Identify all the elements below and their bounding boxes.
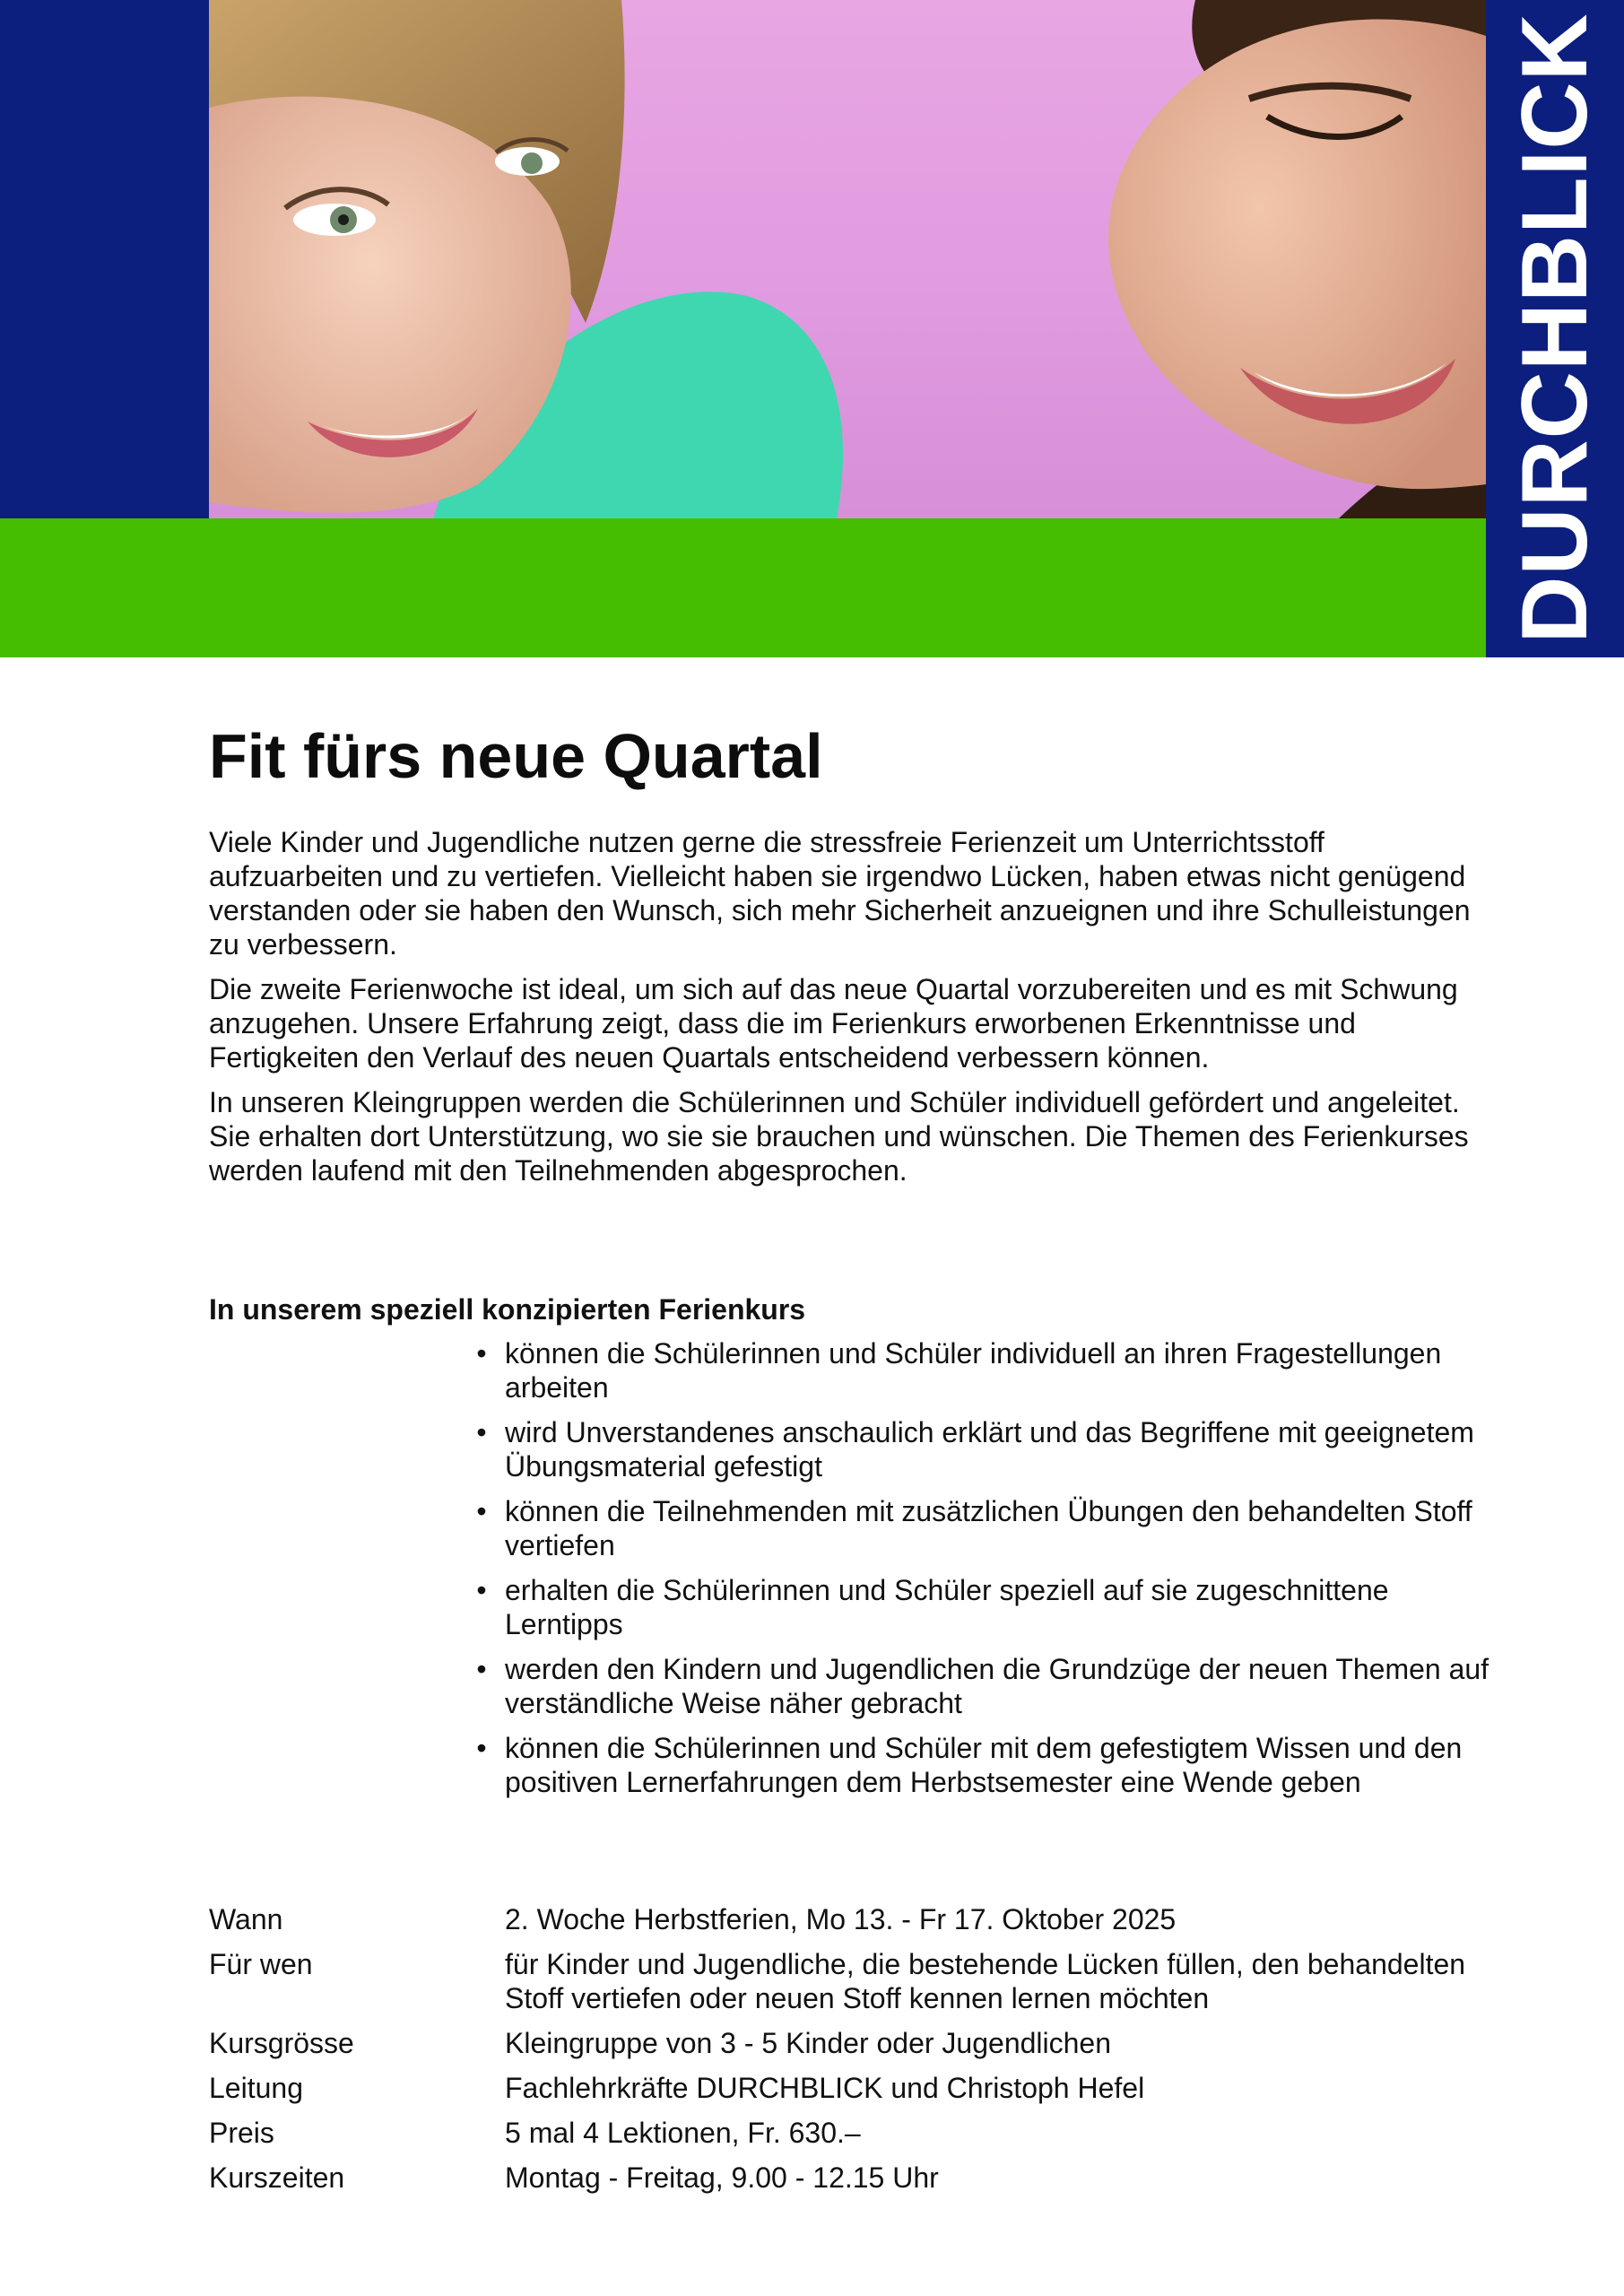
detail-value: Montag - Freitag, 9.00 - 12.15 Uhr bbox=[505, 2161, 939, 2194]
list-item-text: werden den Kindern und Jugendlichen die Grundzüge der neuen Themen auf verständliche Weise näher gebracht bbox=[505, 1653, 1489, 1719]
detail-value: für Kinder und Jugendliche, die bestehende Lücken füllen, den behandelten Stoff vertiefen oder neuen Stoff kennen lernen möchten bbox=[505, 1948, 1466, 2014]
list-item bbox=[476, 1573, 1491, 1641]
detail-row-wann bbox=[209, 1902, 1491, 1936]
list-item bbox=[476, 1415, 1491, 1483]
detail-label: Leitung bbox=[209, 2072, 303, 2104]
bullet-icon: • bbox=[476, 1416, 487, 1448]
intro-paragraph-3: In unseren Kleingruppen werden die Schülerinnen und Schüler individuell gefördert und angeleitet. Sie erhalten dort Unterstützung, wo sie sie brauchen und wünschen. Die Themen des Ferienkurses werden laufend mit den Teilnehmenden abgesprochen. bbox=[209, 1086, 1469, 1187]
features-list bbox=[476, 1336, 1491, 1810]
features-heading: In unserem speziell konzipierten Ferienkurs bbox=[209, 1293, 806, 1326]
header-photo bbox=[209, 0, 1486, 518]
detail-label: Kursgrösse bbox=[209, 2027, 354, 2059]
photo-two-girls-smiling-icon bbox=[209, 0, 1486, 518]
list-item-text: erhalten die Schülerinnen und Schüler speziell auf sie zugeschnittene Lerntipps bbox=[505, 1574, 1389, 1640]
detail-value: Fachlehrkräfte DURCHBLICK und Christoph Hefel bbox=[505, 2072, 1145, 2104]
course-details bbox=[209, 1902, 1491, 2205]
detail-value: Kleingruppe von 3 - 5 Kinder oder Jugendlichen bbox=[505, 2027, 1112, 2059]
intro-paragraph-2: Die zweite Ferienwoche ist ideal, um sich auf das neue Quartal vorzubereiten und es mit Schwung anzugehen. Unsere Erfahrung zeigt, dass die im Ferienkurs erworbenen Erkenntnisse und Fertigkeiten den Verlauf des neuen Quartals entscheidend verbessern können. bbox=[209, 973, 1458, 1074]
bullet-icon: • bbox=[476, 1732, 487, 1764]
brand-logo-text: DURCHBLICK bbox=[1503, 13, 1607, 644]
header-band bbox=[0, 0, 1624, 657]
bullet-icon: • bbox=[476, 1337, 487, 1370]
detail-row-fuer-wen bbox=[209, 1947, 1491, 2015]
intro-paragraph-1: Viele Kinder und Jugendliche nutzen gerne die stressfreie Ferienzeit um Unterrichtsstoff aufzuarbeiten und zu vertiefen. Vielleicht haben sie irgendwo Lücken, haben etwas nicht genügend verstanden oder sie haben den Wunsch, sich mehr Sicherheit anzueignen und ihre Schulleistungen zu verbessern. bbox=[209, 826, 1471, 961]
list-item bbox=[476, 1731, 1491, 1799]
detail-row-kurszeiten bbox=[209, 2161, 1491, 2195]
detail-label: Kurszeiten bbox=[209, 2161, 345, 2194]
detail-row-kursgroesse bbox=[209, 2026, 1491, 2060]
detail-label: Preis bbox=[209, 2117, 274, 2149]
page-title: Fit fürs neue Quartal bbox=[209, 721, 823, 791]
list-item bbox=[476, 1494, 1491, 1562]
bullet-icon: • bbox=[476, 1653, 487, 1685]
list-item bbox=[476, 1652, 1491, 1720]
list-item-text: können die Schülerinnen und Schüler mit dem gefestigtem Wissen und den positiven Lernerfahrungen dem Herbstsemester eine Wende geben bbox=[505, 1732, 1463, 1798]
detail-row-preis bbox=[209, 2116, 1491, 2150]
green-band bbox=[0, 518, 1486, 657]
detail-label: Für wen bbox=[209, 1948, 313, 1980]
intro-text bbox=[209, 825, 1482, 1198]
list-item-text: können die Schülerinnen und Schüler individuell an ihren Fragestellungen arbeiten bbox=[505, 1337, 1442, 1404]
detail-label: Wann bbox=[209, 1903, 283, 1935]
brand-bar bbox=[1486, 0, 1624, 657]
navy-block bbox=[0, 0, 209, 518]
list-item-text: wird Unverstandenes anschaulich erklärt und das Begriffene mit geeignetem Übungsmaterial gefestigt bbox=[505, 1416, 1474, 1483]
bullet-icon: • bbox=[476, 1574, 487, 1606]
detail-value: 5 mal 4 Lektionen, Fr. 630.– bbox=[505, 2117, 861, 2149]
detail-value: 2. Woche Herbstferien, Mo 13. - Fr 17. Oktober 2025 bbox=[505, 1903, 1177, 1935]
list-item bbox=[476, 1336, 1491, 1405]
list-item-text: können die Teilnehmenden mit zusätzlichen Übungen den behandelten Stoff vertiefen bbox=[505, 1495, 1472, 1561]
detail-row-leitung bbox=[209, 2071, 1491, 2105]
bullet-icon: • bbox=[476, 1495, 487, 1527]
